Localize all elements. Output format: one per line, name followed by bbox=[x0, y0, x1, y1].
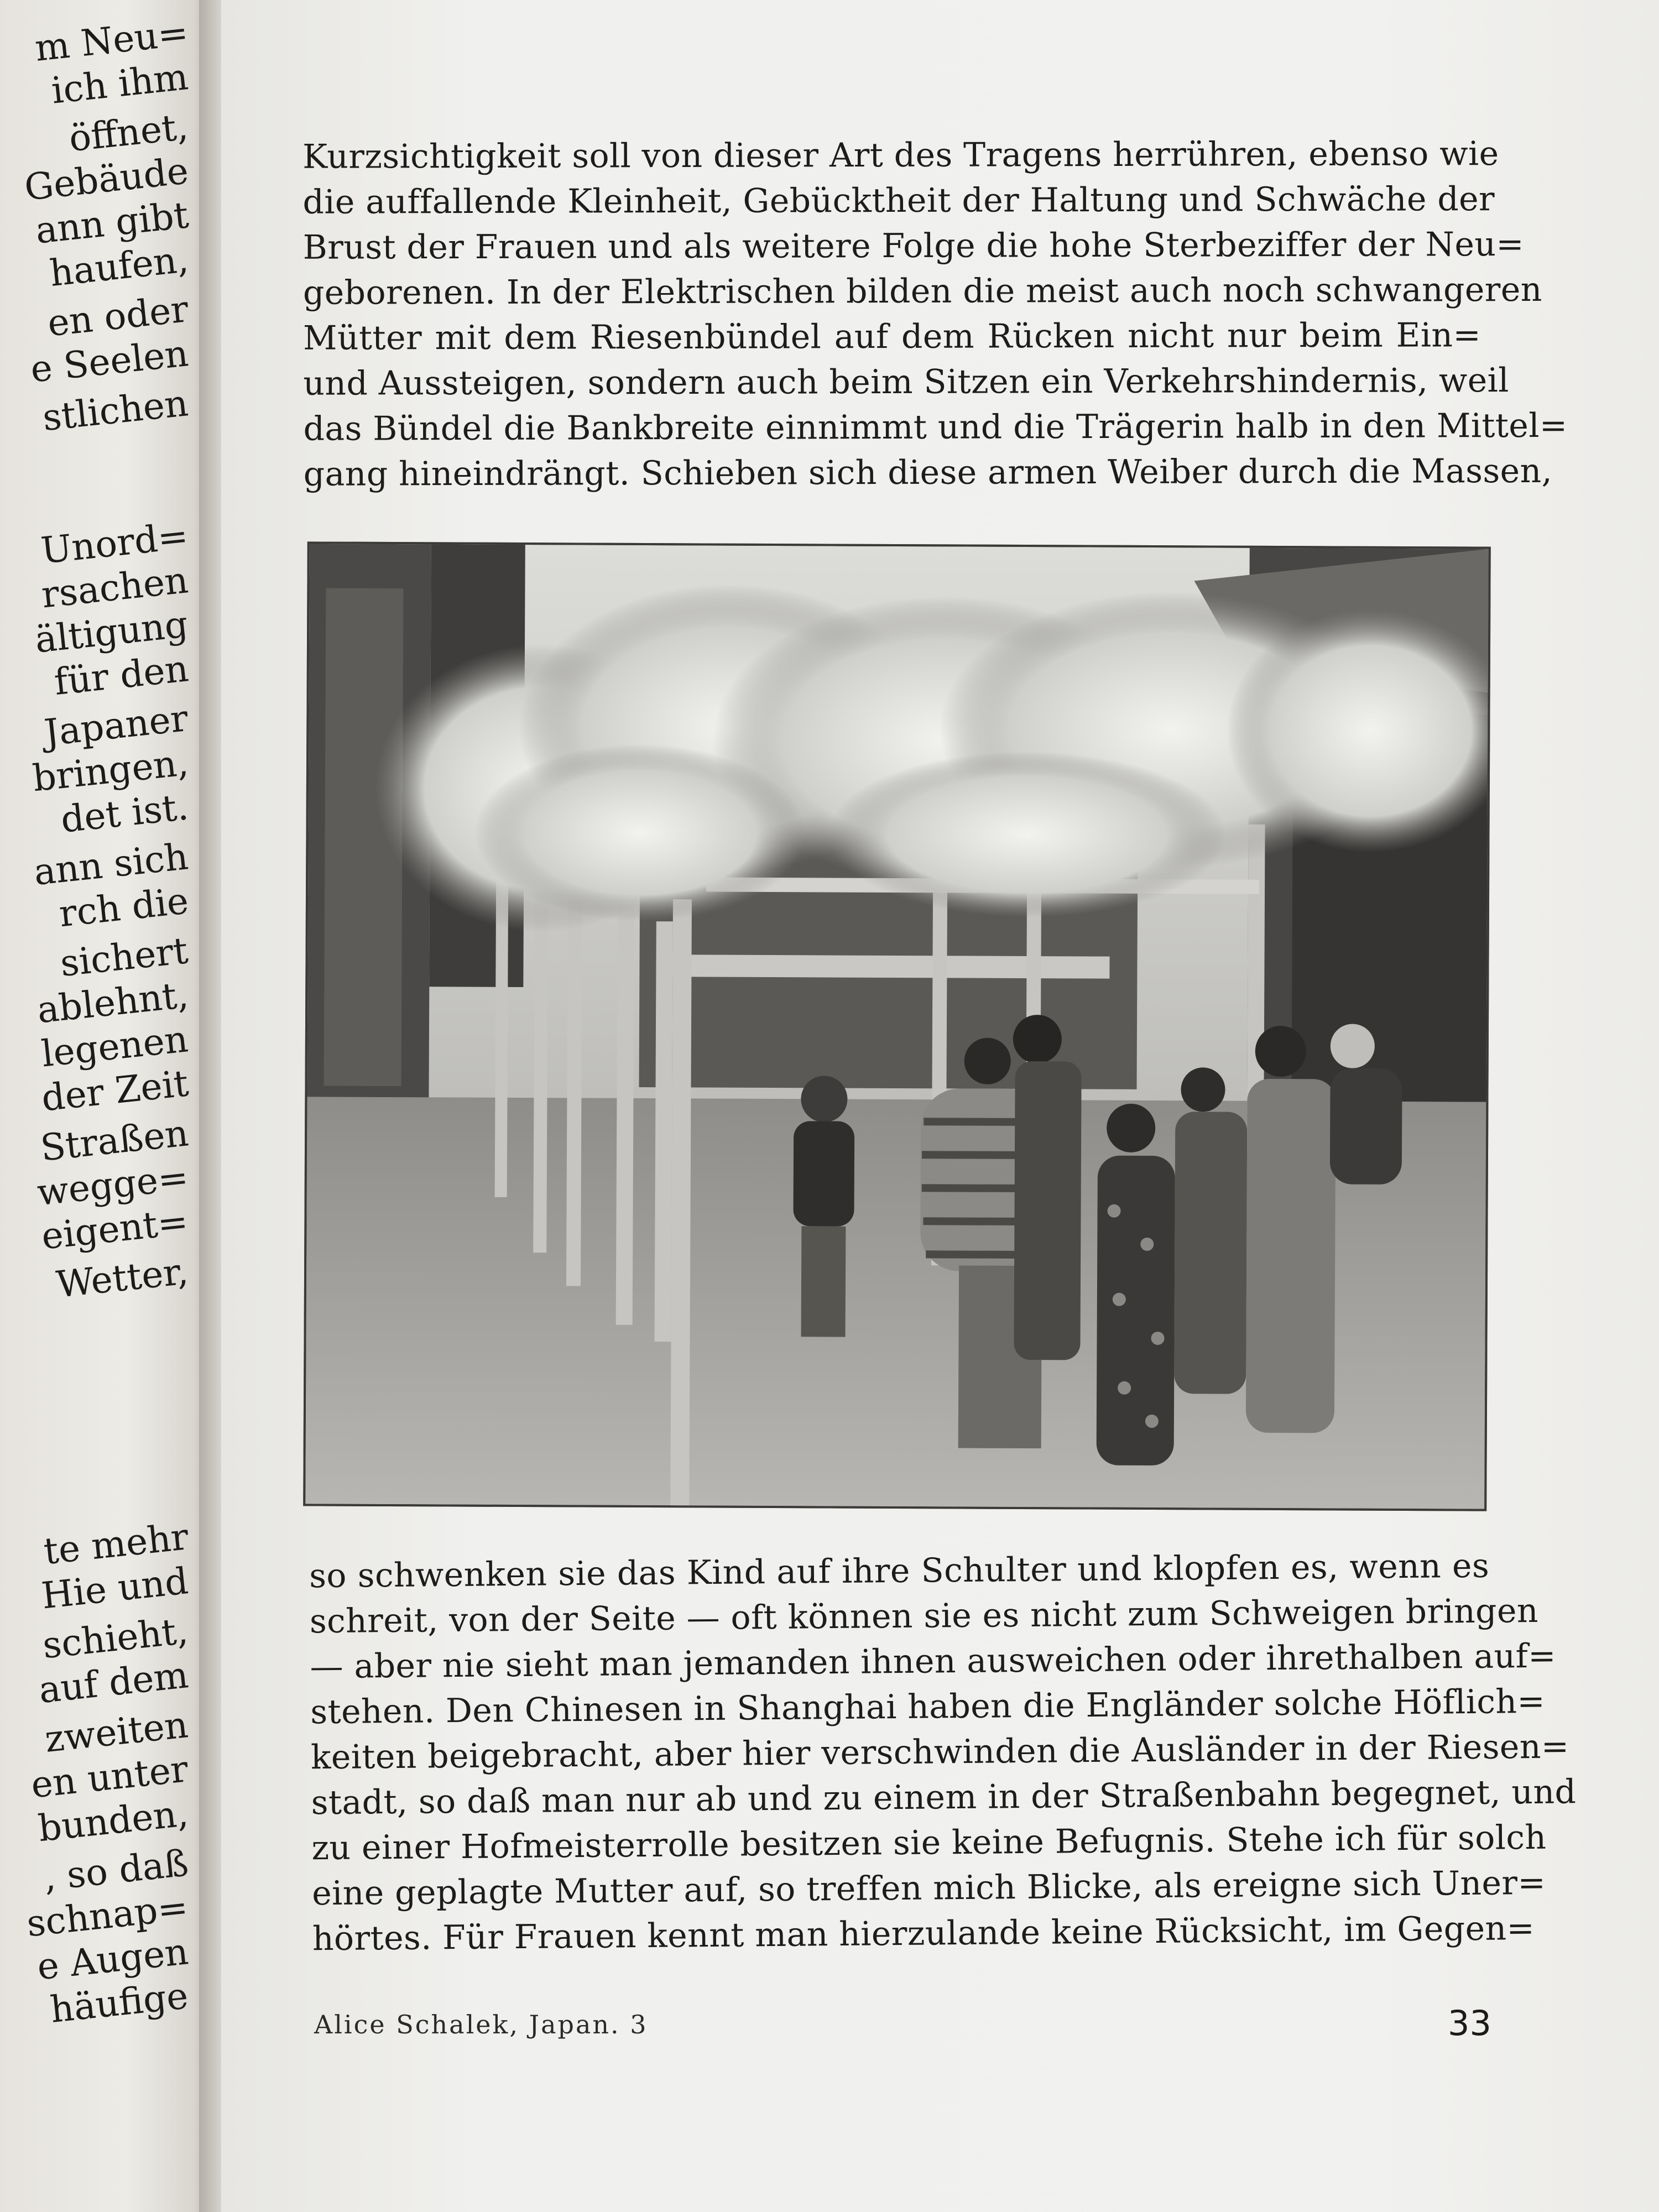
text-line: keiten beigebracht, aber hier verschwinden die Ausländer in der Riesen= bbox=[310, 1727, 1569, 1777]
left-page-line: Straßen bbox=[38, 1112, 191, 1170]
photo-illustration bbox=[305, 544, 1489, 1509]
left-page-line: bringen, bbox=[30, 741, 191, 800]
left-page-line: häufige bbox=[48, 1974, 191, 2031]
left-page-line: öffnet, bbox=[67, 105, 191, 160]
left-page-line: ältigung bbox=[33, 603, 191, 661]
left-page-line: wegge= bbox=[35, 1156, 191, 1214]
left-page-line: schnap= bbox=[24, 1886, 191, 1945]
left-page-line: det ist. bbox=[58, 785, 191, 841]
left-page-line: der Zeit bbox=[39, 1062, 191, 1120]
left-page-line: Japaner bbox=[42, 697, 191, 755]
left-page-line: ablehnt, bbox=[35, 973, 191, 1032]
left-page-line: eigent= bbox=[39, 1200, 191, 1258]
text-line: zu einer Hofmeisterrolle besitzen sie keine Befugnis. Stehe ich für solch bbox=[311, 1818, 1547, 1868]
text-line: gang hineindrängt. Schieben sich diese armen Weiber durch die Massen, bbox=[303, 451, 1553, 494]
left-page-line: rch die bbox=[56, 879, 191, 936]
left-page-line: haufen, bbox=[48, 238, 191, 295]
left-page-line: Wetter, bbox=[54, 1250, 191, 1306]
left-page-line: bunden, bbox=[36, 1792, 191, 1850]
text-line: — aber nie sieht man jemanden ihnen ausweichen oder ihrethalben auf= bbox=[310, 1636, 1557, 1687]
left-page-line: en unter bbox=[29, 1747, 191, 1807]
left-page-line: ann sich bbox=[32, 835, 191, 894]
left-page-line: für den bbox=[52, 647, 191, 704]
left-page-line: auf dem bbox=[36, 1653, 191, 1712]
left-page-line: ann gibt bbox=[33, 194, 191, 252]
left-page-line: ich ihm bbox=[49, 55, 191, 112]
book-page bbox=[221, 0, 1659, 2212]
text-line: Mütter mit dem Riesenbündel auf dem Rücken nicht nur beim Ein= bbox=[303, 316, 1481, 358]
bottom-paragraph bbox=[309, 1543, 1577, 1962]
text-line: und Aussteigen, sondern auch beim Sitzen ein Verkehrshindernis, weil bbox=[303, 361, 1509, 403]
left-page-line: rsachen bbox=[39, 559, 191, 617]
left-page-line: sichert bbox=[58, 929, 191, 985]
left-page-line: m Neu= bbox=[33, 11, 191, 70]
left-page-line: schieht, bbox=[40, 1609, 191, 1667]
left-page-line: en oder bbox=[45, 288, 191, 345]
text-line: stehen. Den Chinesen in Shanghai haben die Engländer solche Höflich= bbox=[310, 1682, 1546, 1732]
left-page-line: Gebäude bbox=[22, 149, 191, 209]
text-line: stadt, so daß man nur ab und zu einem in der Straßenbahn begegnet, und bbox=[311, 1772, 1577, 1823]
text-line: geborenen. In der Elektrischen bilden die meist auch noch schwangeren bbox=[302, 270, 1542, 312]
text-line: das Bündel die Bankbreite einnimmt und die Trägerin halb in den Mittel= bbox=[303, 406, 1568, 448]
text-line: Kurzsichtigkeit soll von dieser Art des Tragens herrühren, ebenso wie bbox=[302, 134, 1499, 176]
left-page-line: Unord= bbox=[39, 514, 191, 572]
text-line: schreit, von der Seite — oft können sie es nicht zum Schweigen bringen bbox=[309, 1591, 1539, 1641]
left-page-line: Hie und bbox=[39, 1559, 191, 1618]
page-number: 33 bbox=[1448, 2003, 1491, 2043]
text-line: hörtes. Für Frauen kennt man hierzulande keine Rücksicht, im Gegen= bbox=[312, 1909, 1535, 1959]
text-line: Brust der Frauen und als weitere Folge die hohe Sterbeziffer der Neu= bbox=[302, 225, 1525, 267]
text-line: die auffallende Kleinheit, Gebücktheit der Haltung und Schwäche der bbox=[302, 180, 1495, 222]
left-page-line: zweiten bbox=[43, 1703, 191, 1761]
left-page-line: te mehr bbox=[41, 1515, 191, 1573]
wisteria-trellis-photo bbox=[303, 541, 1491, 1511]
left-page-line: e Augen bbox=[35, 1930, 191, 1989]
text-line: so schwenken sie das Kind auf ihre Schulter und klopfen es, wenn es bbox=[309, 1546, 1490, 1596]
text-line: eine geplagte Mutter auf, so treffen mich Blicke, als ereigne sich Uner= bbox=[311, 1863, 1546, 1913]
top-paragraph bbox=[302, 131, 1568, 497]
left-page-line: stlichen bbox=[40, 382, 191, 440]
left-page-line: , so daß bbox=[41, 1841, 191, 1900]
running-footer: Alice Schalek, Japan. 3 bbox=[314, 2010, 648, 2039]
left-page-line: e Seelen bbox=[28, 332, 191, 391]
left-page-line: legenen bbox=[39, 1018, 191, 1076]
previous-page bbox=[0, 0, 210, 2212]
